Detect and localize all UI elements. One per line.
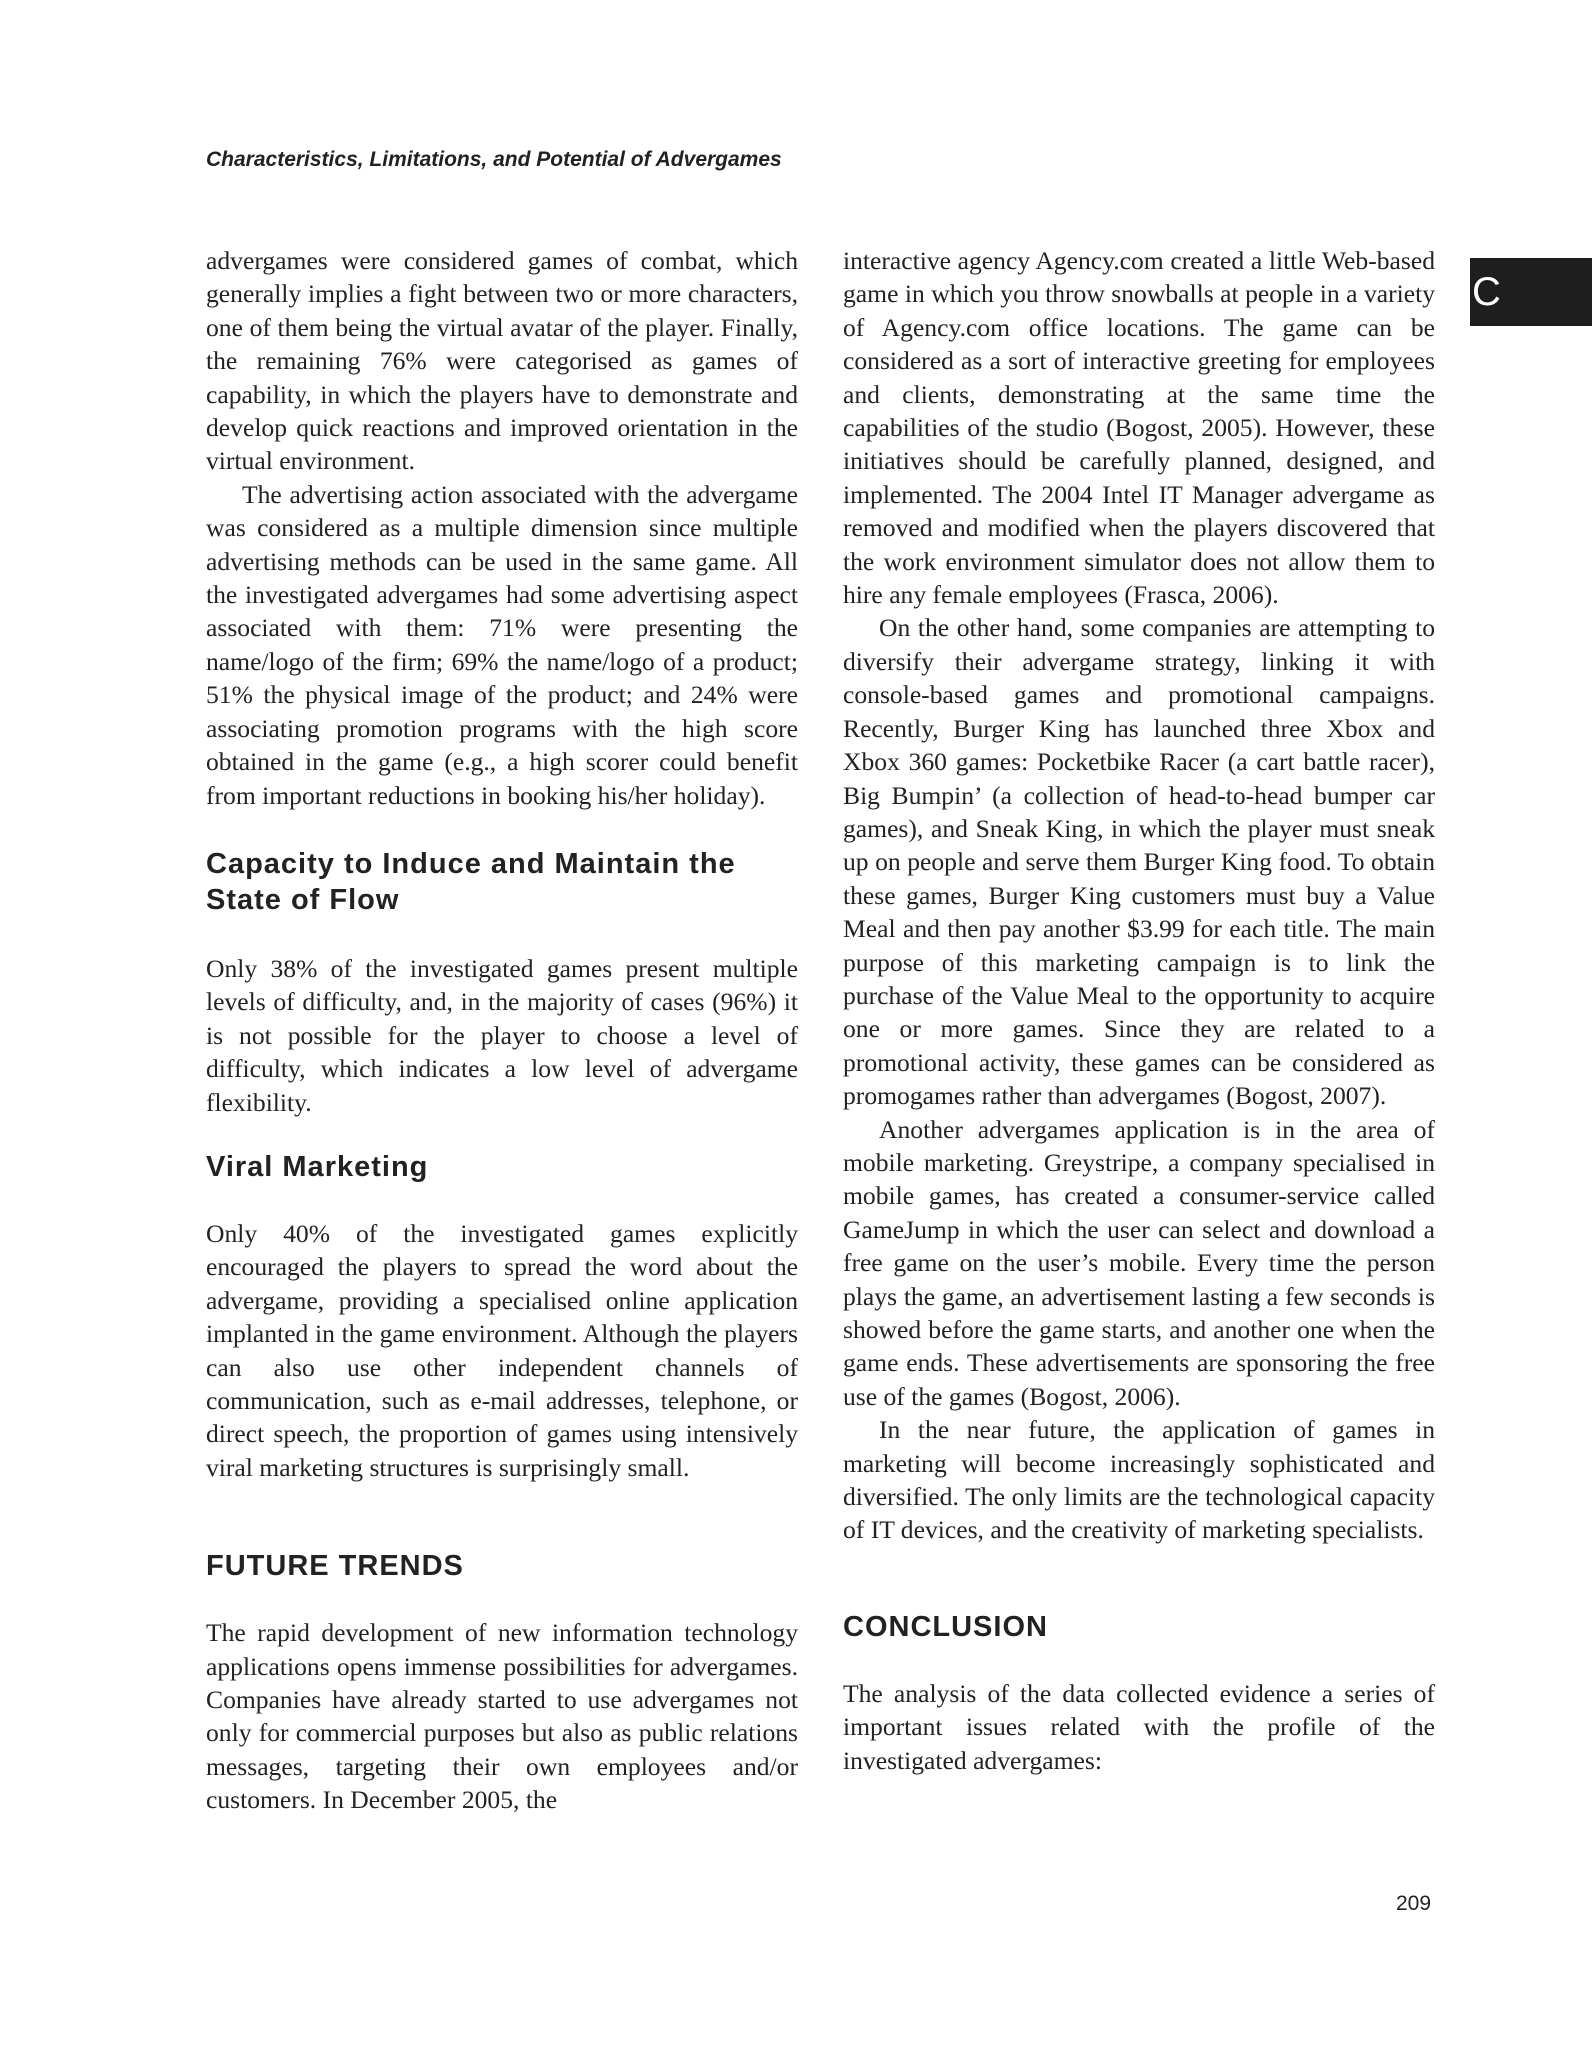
paragraph-future-trends: The rapid development of new information technology applications opens immense possibilities for advergames. Companies have already started to use advergames not only for commercial purposes but also as public relations messages, targeting their own employees and/or customers. In December 2005, the — [206, 1618, 798, 1815]
section-tab: C — [1470, 258, 1592, 326]
paragraph-viral: Only 40% of the investigated games explicitly encouraged the players to spread the word about the advergame, providing a specialised online application implanted in the game environment. Although the players can also use other independent channels of communication, such as e-mail addresses, telephone, or direct speech, the proportion of games using intensively viral marketing structures is surprisingly small. — [206, 1218, 798, 1482]
paragraph-conclusion: The analysis of the data collected evidence a series of important issues related with the profile of the investigated advergames: — [843, 1678, 1435, 1775]
paragraph-mobile-marketing: Another advergames application is in the area of mobile marketing. Greystripe, a company specialised in mobile games, has created a consumer-service called GameJump in which the user can select and download a free game on the user’s mobile. Every time the person plays the game, an advertisement lasting a few seconds is showed before the game starts, and another one when the game ends. These advertisements are sponsoring the free use of the games (Bogost, 2006). — [843, 1114, 1435, 1411]
paragraph-burger-king: On the other hand, some companies are attempting to diversify their advergame strategy, linking it with console-based games and promotional campaigns. Recently, Burger King has launched three Xbox and Xbox 360 games: Pocketbike Racer (a cart battle racer), Big Bumpin’ (a collection of head-to-head bumper car games), and Sneak King, in which the player must sneak up on people and serve them Burger King food. To obtain these games, Burger King customers must buy a Value Meal and then pay another $3.99 for each title. The main purpose of this marketing campaign is to link the purchase of the Value Meal to the opportunity to acquire one or more games. Since they are related to a promotional activity, these games can be considered as promogames rather than advergames (Bogost, 2007). — [843, 613, 1435, 1111]
paragraph-combat: advergames were considered games of combat, which generally implies a fight between two or more characters, one of them being the virtual avatar of the player. Finally, the remaining 76% were categorised as games of capability, in which the players have to demonstrate and develop quick reactions and improved orientation in the virtual environment. — [206, 246, 798, 476]
heading-conclusion: CONCLUSION — [843, 1610, 1048, 1643]
paragraph-near-future: In the near future, the application of games in marketing will become increasingly sophisticated and diversified. The only limits are the technological capacity of IT devices, and the creativity of marketing specialists. — [843, 1415, 1435, 1545]
paragraph-agency: interactive agency Agency.com created a little Web-based game in which you throw snowballs at people in a variety of Agency.com office locations. The game can be considered as a sort of interactive greeting for employees and clients, demonstrating at the same time the capabilities of the studio (Bogost, 2005). However, these initiatives should be carefully planned, designed, and implemented. The 2004 Intel IT Manager advergame as removed and modified when the players discovered that the work environment simulator does not allow them to hire any female employees (Frasca, 2006). — [843, 246, 1435, 610]
heading-future-trends: FUTURE TRENDS — [206, 1550, 464, 1583]
left-column — [206, 244, 798, 1817]
heading-state-of-flow: Capacity to Induce and Maintain the State of Flow — [206, 847, 736, 916]
running-title: Characteristics, Limitations, and Potential of Advergames — [206, 148, 782, 171]
paragraph-advertising-action: The advertising action associated with the advergame was considered as a multiple dimension since multiple advertising methods can be used in the same game. All the investigated advergames had some advertising aspect associated with them: 71% were presenting the name/logo of the firm; 69% the name/logo of a product; 51% the physical image of the product; and 24% were associating promotion programs with the high score obtained in the game (e.g., a high scorer could benefit from important reductions in booking his/her holiday). — [206, 479, 798, 810]
paragraph-difficulty: Only 38% of the investigated games present multiple levels of difficulty, and, in the majority of cases (96%) it is not possible for the player to choose a level of difficulty, which indicates a low level of advergame flexibility. — [206, 953, 798, 1117]
right-column — [843, 244, 1435, 1777]
heading-viral-marketing: Viral Marketing — [206, 1150, 429, 1183]
page-number: 209 — [1396, 1892, 1432, 1915]
